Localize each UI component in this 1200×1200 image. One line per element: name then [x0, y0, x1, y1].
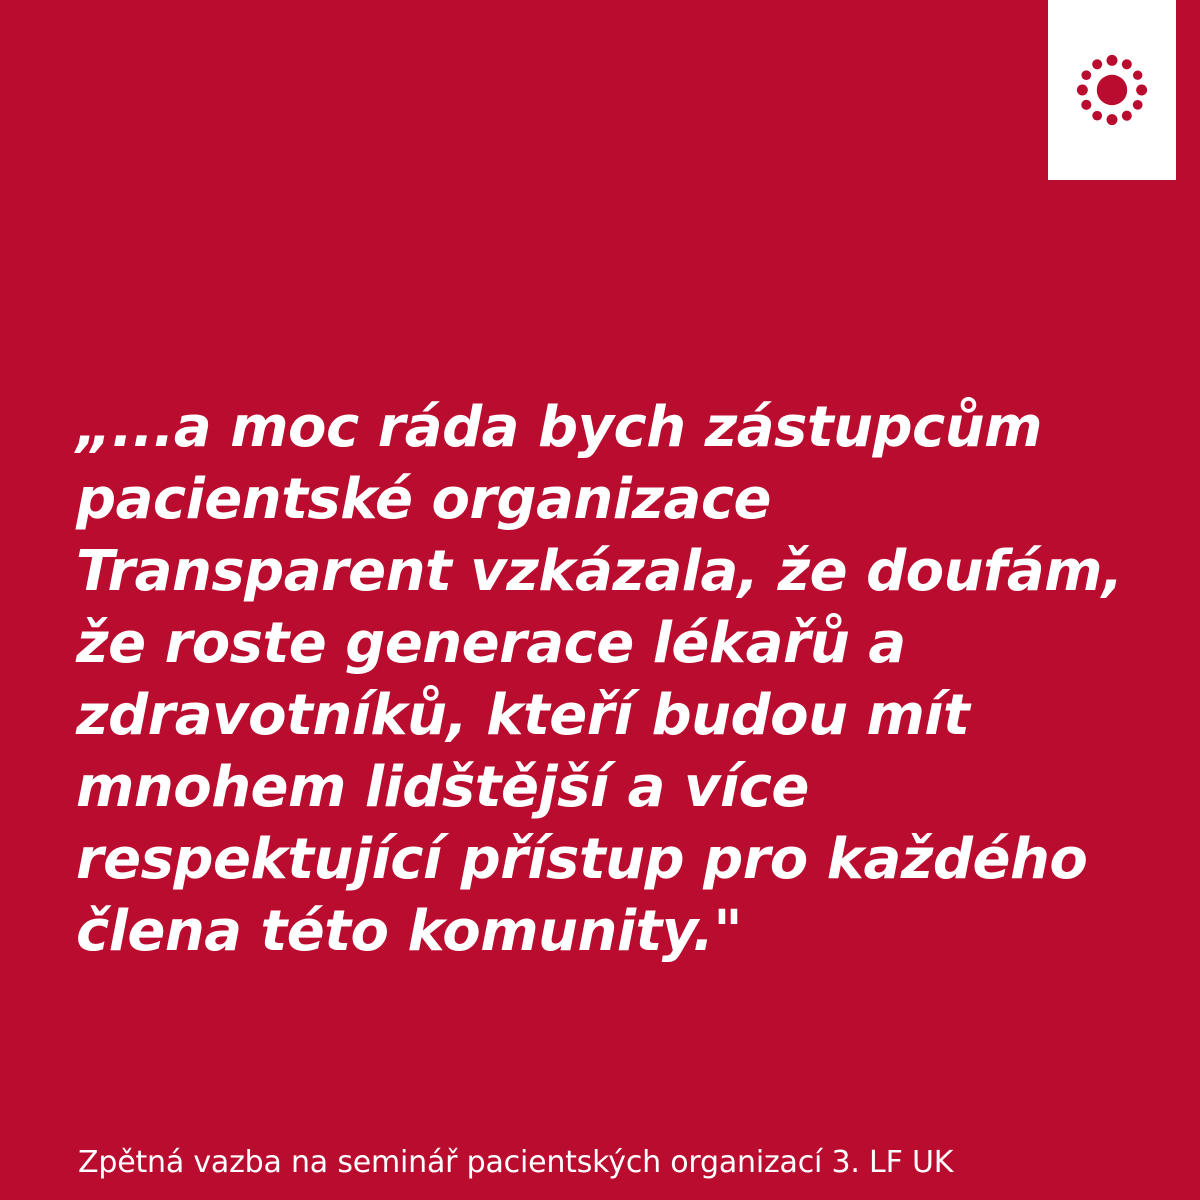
quote-text: „...a moc ráda bych zástupcům pacientské organizace Transparent vzkázala, že doufám, že roste generace lékařů a zdravotníků, kteří budou mít mnohem lidštější a více respektující přístup pro každého člena této komunity." — [76, 395, 1142, 964]
caption-text: Zpětná vazba na seminář pacientských organizací 3. LF UK — [78, 1145, 954, 1180]
logo-panel — [1048, 0, 1176, 180]
virus-dot-circle-logo-icon — [1074, 52, 1150, 128]
